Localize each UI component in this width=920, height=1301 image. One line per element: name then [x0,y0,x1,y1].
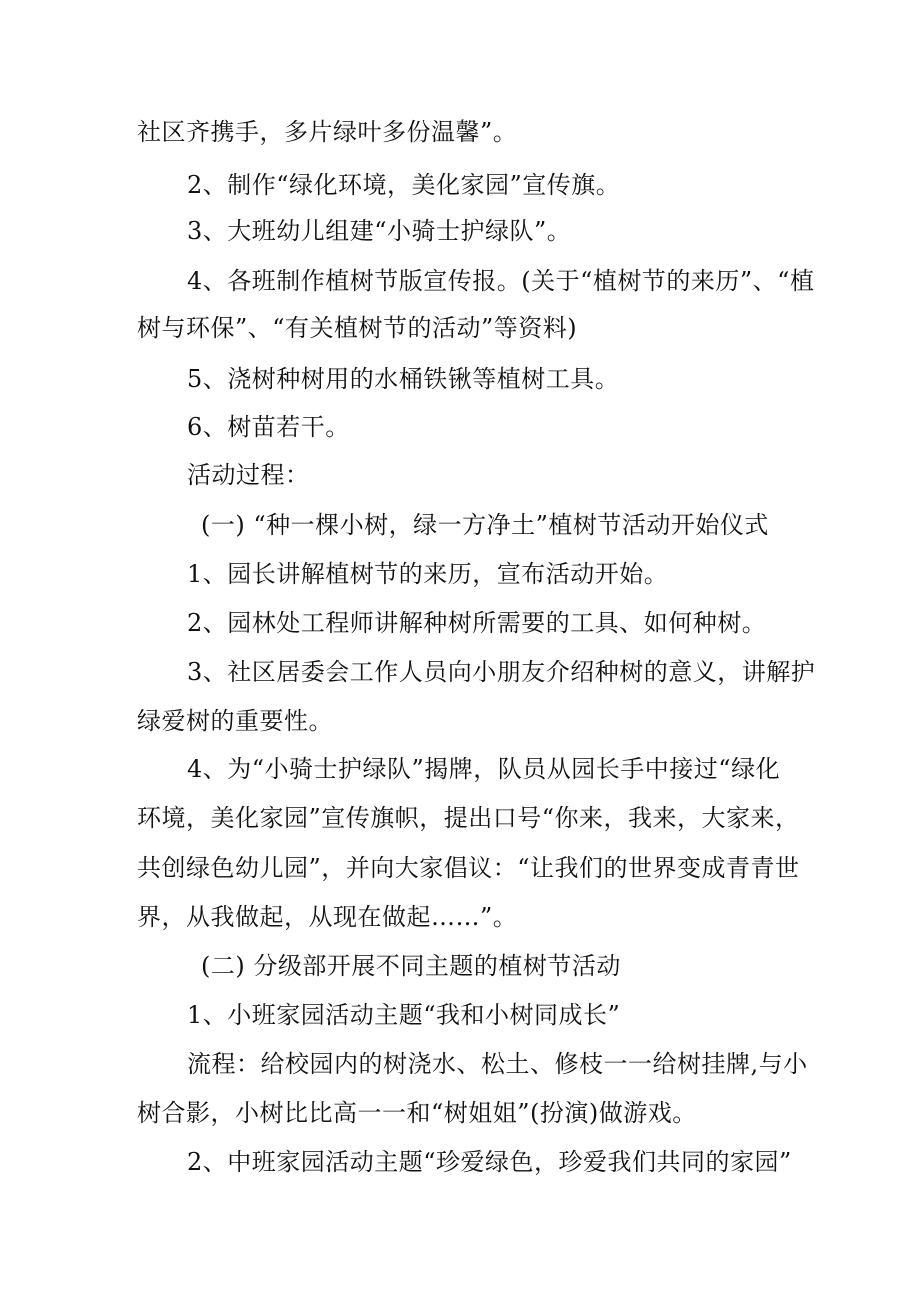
subsection-heading-2: (二) 分级部开展不同主题的植树节活动 [201,952,621,980]
text-line-22: 2、中班家园活动主题“珍爱绿色，珍爱我们共同的家园” [187,1148,792,1176]
text-line-4: 4、各班制作植树节版宣传报。(关于“植树节的来历”、“植 [187,267,815,295]
text-line-12: 3、社区居委会工作人员向小朋友介绍种树的意义，讲解护 [187,658,816,686]
text-line-3: 3、大班幼儿组建“小骑士护绿队”。 [187,217,572,245]
text-line-16: 共创绿色幼儿园”，并向大家倡议：“让我们的世界变成青青世 [137,854,800,882]
subsection-heading-1: (一) “种一棵小树，绿一方净土”植树节活动开始仪式 [201,511,769,539]
text-line-19: 1、小班家园活动主题“我和小树同成长” [187,1001,621,1029]
section-label: 活动过程： [187,461,310,489]
text-line-15: 环境，美化家园”宣传旗帜，提出口号“你来，我来，大家来， [137,804,800,832]
text-line-14: 4、为“小骑士护绿队”揭牌，队员从园长手中接过“绿化 [187,755,781,783]
text-line-2: 2、制作“绿化环境，美化家园”宣传旗。 [187,171,621,199]
text-line-21: 树合影，小树比比高一一和“树姐姐”(扮演)做游戏。 [137,1099,697,1127]
text-line-13: 绿爱树的重要性。 [137,707,333,735]
text-line-10: 1、园长讲解植树节的来历，宣布活动开始。 [187,560,669,588]
text-line-17: 界，从我做起，从现在做起……”。 [137,903,518,931]
text-line-1: 社区齐携手，多片绿叶多份温馨”。 [137,118,518,146]
text-line-20: 流程：给校园内的树浇水、松土、修枝一一给树挂牌,与小 [187,1050,808,1078]
text-line-6: 5、浇树种树用的水桶铁锹等植树工具。 [187,365,620,393]
text-line-5: 树与环保”、“有关植树节的活动”等资料) [137,314,578,342]
text-line-7: 6、树苗若干。 [187,413,350,441]
text-line-11: 2、园林处工程师讲解种树所需要的工具、如何种树。 [187,609,767,637]
